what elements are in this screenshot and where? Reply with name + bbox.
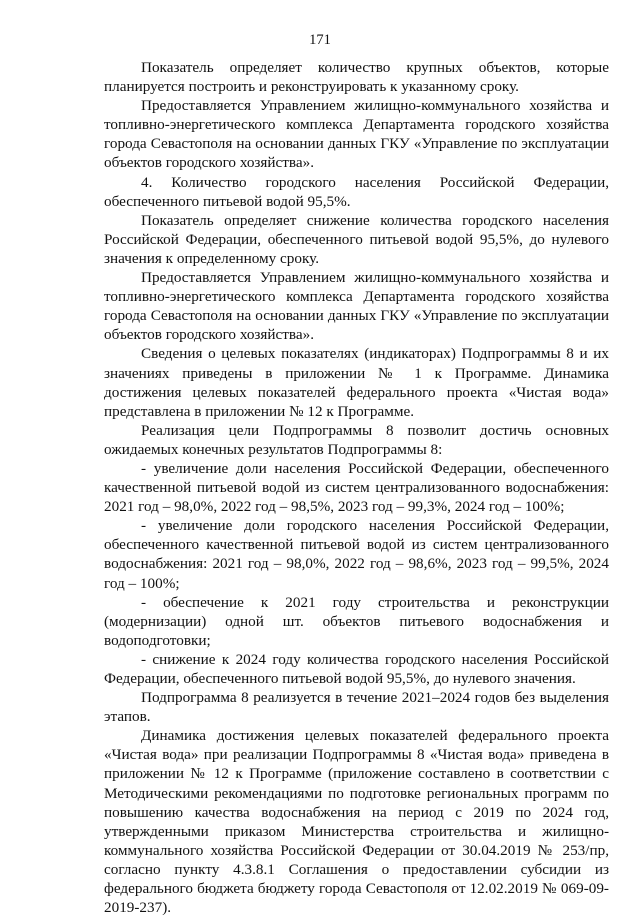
paragraph-data-source: Предоставляется Управлением жилищно-коммунального хозяйства и топливно-энергетического комплекса Департамента городского хозяйства города Севастополя на основании данных ГКУ «Управление по эксплуатации объектов городского хозяйства». bbox=[104, 97, 609, 172]
list-item-population-share: - увеличение доли населения Российской Федерации, обеспеченного качественной питьевой водой из систем централизованного водоснабжения: 2021 год – 98,0%, 2022 год – 98,5%, 2023 год – 99,3%, 2024 год – 100%; bbox=[104, 459, 609, 516]
paragraph-expected-results-intro: Реализация цели Подпрограммы 8 позволит достичь основных ожидаемых конечных результатов Подпрограммы 8: bbox=[104, 421, 609, 458]
paragraph-indicator-description: Показатель определяет количество крупных объектов, которые планируется построить и реконструировать к указанному сроку. bbox=[104, 59, 609, 96]
paragraph-target-indicators: Сведения о целевых показателях (индикаторах) Подпрограммы 8 и их значениях приведены в приложении № 1 к Программе. Динамика достижения целевых показателей федерального проекта «Чистая вода» представлена в приложении № 12 к Программе. bbox=[104, 345, 609, 420]
paragraph-dynamics: Динамика достижения целевых показателей федерального проекта «Чистая вода» при реализации Подпрограммы 8 «Чистая вода» приведена в приложении № 12 к Программе (приложение составлено в соответствии с Методическими рекомендациями по подготовке региональных программ по повышению качества водоснабжения на период с 2019 по 2024 год, утвержденными приказом Министерства строительства и жилищно-коммунального хозяйства Российской Федерации от 30.04.2019 № 253/пр, согласно пункту 4.3.8.1 Соглашения о предоставлении субсидии из федерального бюджета бюджету города Севастополя от 12.02.2019 № 069-09-2019-237). bbox=[104, 727, 609, 917]
document-body bbox=[104, 58, 609, 917]
paragraph-implementation-period: Подпрограмма 8 реализуется в течение 2021–2024 годов без выделения этапов. bbox=[104, 689, 609, 726]
paragraph-indicator-4-description: Показатель определяет снижение количества городского населения Российской Федерации, обеспеченного питьевой водой 95,5%, до нулевого значения к определенному сроку. bbox=[104, 211, 609, 267]
list-item-urban-population-share: - увеличение доли городского населения Российской Федерации, обеспеченного качественной питьевой водой из систем централизованного водоснабжения: 2021 год – 98,0%, 2022 год – 98,6%, 2023 год – 99,5%, 2024 год – 100%; bbox=[104, 517, 609, 592]
paragraph-indicator-4-source: Предоставляется Управлением жилищно-коммунального хозяйства и топливно-энергетического комплекса Департамента городского хозяйства города Севастополя на основании данных ГКУ «Управление по эксплуатации объектов городского хозяйства». bbox=[104, 269, 609, 344]
list-item-population-reduction: - снижение к 2024 году количества городского населения Российской Федерации, обеспеченного питьевой водой 95,5%, до нулевого значения. bbox=[104, 650, 609, 687]
list-item-construction: - обеспечение к 2021 году строительства и реконструкции (модернизации) одной шт. объектов питьевого водоснабжения и водоподготовки; bbox=[104, 593, 609, 649]
page-number: 171 bbox=[309, 32, 331, 48]
paragraph-indicator-4-title: 4. Количество городского населения Российской Федерации, обеспеченного питьевой водой 95,5%. bbox=[104, 173, 609, 210]
